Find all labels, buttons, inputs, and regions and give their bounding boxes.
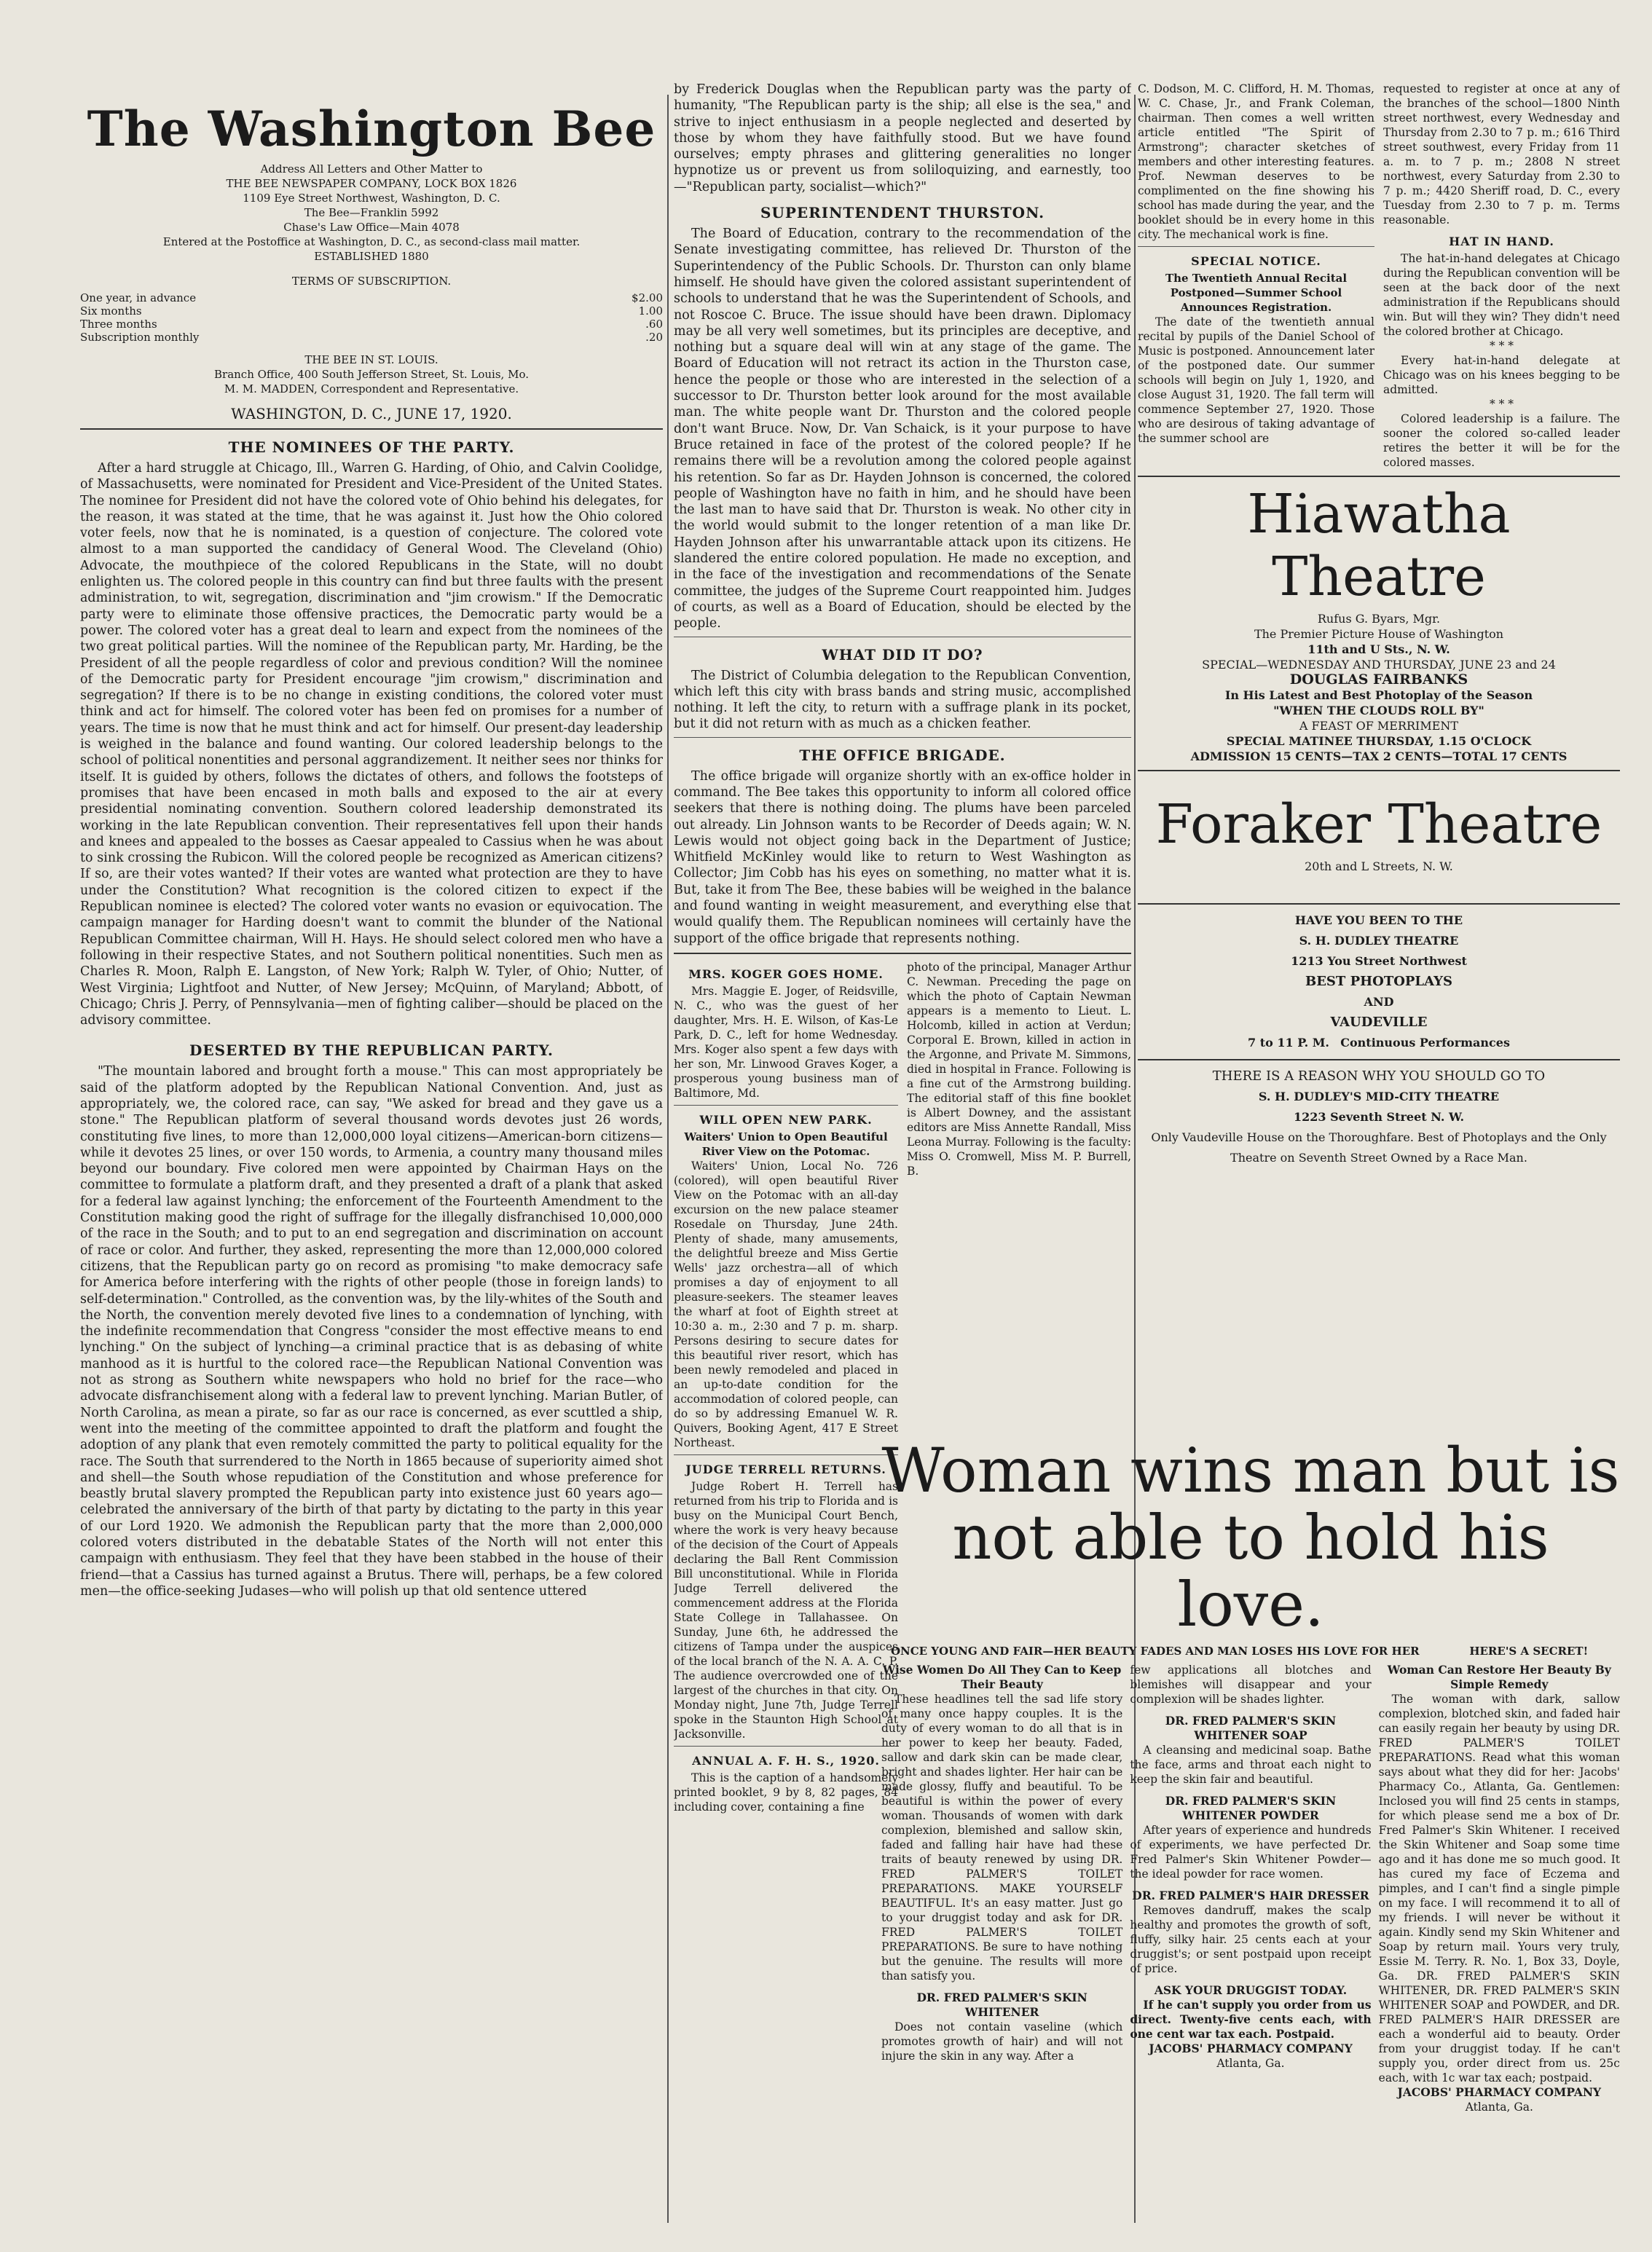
ad-hours: 7 to 11 P. M.	[1248, 1036, 1329, 1050]
palmer-col-3	[1379, 1663, 1620, 2114]
subscription-label: Subscription monthly	[80, 331, 200, 344]
ad-line: Only Vaudeville House on the Thoroughfare. Best of Photoplays and the Only Theatre on Seventh Street Owned by a Race Man.	[1151, 1130, 1607, 1165]
palmer-headline: Woman wins man but is not able to hold his love.	[881, 1435, 1620, 1640]
subscription-table	[80, 291, 663, 344]
article-text: Judge Robert H. Terrell has returned from his trip to Florida and is busy on the Municipal Court Bench, where the work is very heavy because of the decision of the Court of Appeals declaring the Ball Rent Commission Bill unconstitutional. While in Florida Judge Terrell delivered the commencement address at the Florida State College in Tallahassee. On Sunday, June 6th, he addressed the citizens of Tampa under the auspices of the local branch of the N. A. A. C. P. The audience overcrowded one of the largest of the churches in that city. On Monday night, June 7th, Judge Terrell spoke in the Staunton High School at Jacksonville.	[674, 1479, 898, 1741]
ad-line: 1213 You Street Northwest	[1291, 954, 1467, 968]
article-text: Colored leadership is a failure. The sooner the colored so-called leader retires the better it will be for the colored masses.	[1383, 412, 1620, 469]
palmer-text: A cleansing and medicinal soap. Bathe the face, arms and throat each night to keep the skin fair and beautiful.	[1130, 1744, 1372, 1786]
ad-line: "WHEN THE CLOUDS ROLL BY"	[1273, 704, 1484, 717]
publisher-line: THE BEE NEWSPAPER COMPANY, LOCK BOX 1826	[226, 177, 517, 190]
palmer-text: The woman with dark, sallow complexion, blotched skin, and faded hair can easily regain her beauty by using DR. FRED PALMER'S TOILET PREPARATIONS. Read what this woman says about what they did for her: Jacobs' Pharmacy Co., Atlanta, Ga. Gentlemen: Inclosed you will find 25 cents in stamps, for which please send me a box of Dr. Fred Palmer's Skin Whitener. I received the Skin Whitener and Soap some time ago and it has done me so much good. It has cured my face of Eczema and pimples, and I can't find a single pimple on my face. I will recommend it to all of my friends. I will never be without it again. Kindly send my Skin Whitener and Soap by return mail. Yours very truly, Essie M. Terry. R. No. 1, Box 33, Doyle, Ga. DR. FRED PALMER'S SKIN WHITENER, DR. FRED PALMER'S SKIN WHITENER SOAP and POWDER, and DR. FRED PALMER'S HAIR DRESSER are each a wonderful aid to beauty. Order from your druggist today. If he can't supply you, order direct from us. 25c each, with 1c war tax each; postpaid.	[1378, 1693, 1620, 2084]
article-text: The hat-in-hand delegates at Chicago during the Republican convention will be seen at the back door of the next administration if the Republicans should win. But will they win? They didn't need the colored brother at Chicago.	[1383, 252, 1620, 338]
palmer-company: JACOBS' PHARMACY COMPANY	[1149, 2042, 1353, 2055]
masthead: The Washington Bee	[87, 101, 656, 157]
ad-line: SPECIAL MATINEE THURSDAY, 1.15 O'CLOCK	[1226, 734, 1532, 748]
subscription-label: One year, in advance	[80, 291, 197, 304]
article-text: requested to register at once at any of the branches of the school—1800 Ninth street northwest, every Wednesday and Thursday from 2.30 to 7 p. m.; 616 Third street southwest, every Friday from 11 a. m. to 7 p. m.; 2808 N street northwest, every Saturday from 2.30 to 7 p. m.; 4420 Sheriff road, D. C., every Tuesday from 2.30 to 7 p. m. Terms reasonable.	[1383, 82, 1620, 227]
dudley-ad	[1138, 910, 1620, 1053]
palmer-company: JACOBS' PHARMACY COMPANY	[1397, 2085, 1602, 2099]
article-text: The District of Columbia delegation to the Republican Convention, which left this city with brass bands and string music, accomplished nothing. It left the city, to return with a suffrage plank in its pocket, but it did not return with as much as a chicken feather.	[674, 668, 1131, 732]
ad-hours-note: Continuous Performances	[1340, 1036, 1510, 1050]
article-title: WILL OPEN NEW PARK.	[699, 1112, 873, 1127]
ad-line: S. H. DUDLEY'S MID-CITY THEATRE	[1258, 1090, 1500, 1103]
column-rule	[667, 95, 669, 2223]
subscription-row	[80, 304, 663, 318]
article-body	[1138, 315, 1374, 446]
ad-line	[1138, 1033, 1620, 1053]
separator-stars: * * *	[1489, 339, 1514, 353]
palmer-columns	[881, 1663, 1620, 2114]
publisher-info	[80, 162, 663, 264]
ad-line: In His Latest and Best Photoplay of the Season	[1224, 688, 1533, 702]
article-title: HAT IN HAND.	[1449, 235, 1554, 248]
palmer-col-title: Wise Women Do All They Can to Keep Their Beauty	[882, 1663, 1122, 1691]
divider	[1138, 1059, 1620, 1060]
subscription-row	[80, 331, 663, 344]
palmer-text: Removes dandruff, makes the scalp healthy and promotes the growth of soft, fluffy, silky hair. 25 cents each at your druggist's; or sent postpaid upon receipt of price.	[1130, 1904, 1372, 1975]
separator-stars: * * *	[1489, 398, 1514, 411]
publisher-line: Chase's Law Office—Main 4078	[283, 221, 460, 234]
column-3	[1138, 82, 1620, 1168]
article-text: photo of the principal, Manager Arthur C. Newman. Preceding the page on which the photo of Captain Newman appears is a memento to Lieut. L. Holcomb, killed in action at Verdun; Corporal E. Brown, killed in action in the Argonne, and Private M. Simmons, died in hospital in France. Following is a fine cut of the Armstrong building. The editorial staff of this fine booklet is Albert Downey, and the assistant editors are Miss Annette Randall, Miss Leona Murray. Following is the faculty: Miss O. Cromwell, Miss M. P. Burrell, B.	[907, 960, 1131, 1178]
article-text: C. Dodson, M. C. Clifford, H. M. Thomas, W. C. Chase, Jr., and Frank Coleman, chairman. Then comes a well written article entitled "The Spirit of Armstrong"; character sketches of members and other interesting features. Prof. Newman deserves to be complimented on the fine showing his school has made during the year, and the booklet should be in every home in this city. The mechanical work is fine.	[1138, 82, 1374, 241]
subscription-row	[80, 291, 663, 304]
article-body	[80, 1063, 663, 1599]
article-body	[674, 984, 898, 1101]
article-title: THE OFFICE BRIGADE.	[799, 746, 1006, 764]
article-body	[674, 668, 1131, 733]
subscription-title: TERMS OF SUBSCRIPTION.	[291, 275, 452, 288]
palmer-subhead-row	[881, 1644, 1620, 1658]
ad-line: Rufus G. Byars, Mgr.	[1317, 612, 1441, 626]
article-title: SUPERINTENDENT THURSTON.	[760, 204, 1045, 222]
subscription-price: 1.00	[638, 304, 663, 318]
stlouis-line: Branch Office, 400 South Jefferson Street, St. Louis, Mo.	[214, 368, 529, 381]
ad-line: S. H. DUDLEY THEATRE	[1299, 934, 1459, 948]
publisher-line: ESTABLISHED 1880	[314, 250, 429, 263]
subscription-price: .60	[645, 318, 663, 331]
divider	[674, 1105, 898, 1106]
publisher-line: Entered at the Postoffice at Washington, D. C., as second-class mail matter.	[162, 235, 581, 248]
subscription-label: Three months	[80, 318, 157, 331]
article-body	[674, 1479, 898, 1741]
foraker-address: 20th and L Streets, N. W.	[1305, 859, 1453, 873]
divider	[80, 428, 663, 430]
article-body	[674, 82, 1131, 195]
sub-column-left	[674, 960, 898, 1814]
ad-line: HAVE YOU BEEN TO THE	[1294, 913, 1463, 927]
divider	[1138, 476, 1620, 477]
article-title: MRS. KOGER GOES HOME.	[688, 966, 884, 981]
article-text: The office brigade will organize shortly with an ex-office holder in command. The Bee takes this opportunity to inform all colored office seekers that there is nothing doing. The plums have been parceled out already. Lin Johnson wants to be Recorder of Deeds again; W. N. Lewis would not object going back in the Department of Justice; Whitfield McKinley would like to return to West Washington as Collector; Jim Cobb has his eyes on something, no matter what it is. But, take it from The Bee, these babies will be weighed in the balance and found wanting in weight measurement, and everything else that would qualify them. The Republican nominees will certainly have the support of the office brigade that represents nothing.	[674, 768, 1131, 946]
article-text: After a hard struggle at Chicago, Ill., Warren G. Harding, of Ohio, and Calvin Coolidge, of Massachusetts, were nominated for President and Vice-President of the United States. The nominee for President did not have the colored vote of Ohio behind his delegates, for the reason, it was stated at the time, that he was against it. Just how the Ohio colored voter feels, now that he is nominated, is a question of conjecture. The colored vote almost to a man supported the candidacy of General Wood. The Cleveland (Ohio) Advocate, the mouthpiece of the colored Republicans in the State, will no doubt enlighten us. The colored people in this country can find but three faults with the present administration, to wit, segregation, discrimination and "jim crowism." If the Democratic party were to eliminate those offensive practices, the Democratic party would be a power. The colored voter has a great deal to learn and expect from the nominees of the two great political parties. Will the nominee of the Republican party, Mr. Harding, be the President of all the people regardless of color and previous condition? Will the nominee of the Democratic party for President encourage "jim crowism," discrimination and segregation? If there is to be no change in existing conditions, the colored voter must think and act for himself. The colored voter has been fed on promises for a number of years. The time is now that he must think and act for himself. Our present-day leadership is weighed in the balance and found wanting. Our colored leadership belongs to the school of political nonentities and personal aggrandizement. It neither sees nor thinks for itself. It is guided by others, follows the dictates of others, and follows the footsteps of promises that have been encased in moth balls and exposed to the air at every presidential nominating convention. Southern colored leadership demonstrated its working in the late Republican convention. Their representatives fell upon their hands and knees and appealed to the bosses as Caesar appealed to Cassius when he was about to sink crossing the Rubicon. Will the colored people be recognized as American citizens? If so, are their votes wanted? If their votes are wanted what protection are they to have under the Constitution? What recognition is the colored citizen to expect if the Republican nominee is elected? The colored voter wants no evasion or equivocation. The campaign manager for Harding doesn't want to commit the blunder of the National Republican Committee chairman, Will H. Hays. He should select colored men who have a following in their respective States, and not Southern political nonentities. Such men as Charles R. Moon, Ralph E. Langston, of New York; Ralph W. Tyler, of Ohio; Nutter, of West Virginia; Lightfoot and Nutter, of New Jersey; McQuinn, of Maryland; Abbott, of Chicago; Chris J. Perry, of Pennsylvania—men of fighting caliber—should be placed on the advisory committee.	[80, 461, 663, 1028]
palmer-text: After years of experience and hundreds of experiments, we have perfected Dr. Fred Palmer's Skin Whitener Powder—the ideal powder for race women.	[1130, 1824, 1372, 1881]
subscription-price: .20	[645, 331, 663, 344]
article-title: DESERTED BY THE REPUBLICAN PARTY.	[189, 1042, 554, 1060]
article-title: JUDGE TERRELL RETURNS.	[685, 1462, 886, 1476]
article-subtitle: Waiters' Union to Open Beautiful River View on the Potomac.	[684, 1130, 888, 1158]
subscription-price: $2.00	[632, 291, 663, 304]
article-title: SPECIAL NOTICE.	[1191, 254, 1321, 268]
palmer-secret-title: HERE'S A SECRET!	[1469, 1645, 1589, 1658]
palmer-subhead: ONCE YOUNG AND FAIR—HER BEAUTY FADES AND MAN LOSES HIS LOVE FOR HER	[890, 1645, 1420, 1658]
article-text: Every hat-in-hand delegate at Chicago was on his knees begging to be admitted.	[1383, 354, 1620, 396]
palmer-text: few applications all blotches and blemishes will disappear and your complexion will be shades lighter.	[1130, 1664, 1372, 1706]
publisher-line: The Bee—Franklin 5992	[304, 206, 439, 219]
palmer-text: Does not contain vaseline (which promotes growth of hair) and will not injure the skin in any way. After a	[881, 2020, 1123, 2063]
article-body	[1383, 251, 1620, 470]
palmer-product-title: DR. FRED PALMER'S SKIN WHITENER	[916, 1991, 1087, 2019]
divider	[1138, 770, 1620, 771]
sub-column-right	[1383, 82, 1620, 470]
palmer-secret-sub: Woman Can Restore Her Beauty By Simple Remedy	[1387, 1663, 1611, 1691]
article-subtitle: The Twentieth Annual Recital Postponed—Summer School Announces Registration.	[1165, 272, 1348, 314]
article-title: THE NOMINEES OF THE PARTY.	[228, 438, 515, 456]
article-text: "The mountain labored and brought forth a mouse." This can most appropriately be said of the platform adopted by the Republican National Convention. And, just as appropriately, we, the colored race, can say, "We asked for bread and they gave us a stone." The Republican platform of several thousand words devotes just 26 words, constituting five lines, to more than 12,000,000 loyal citizens—American-born citizens—while it devotes 25 lines, or over 150 words, to Armenia, a country many thousand miles beyond our boundary. Five colored men were appointed by Chairman Hays on the committee to formulate a platform draft, and they presented a draft of a plank that asked for a federal law against lynching; the enforcement of the Fourteenth Amendment to the Constitution making good the right of suffrage for the illegally disfranchised 10,000,000 of the race in the South; and to put to an end segregation and discrimination on account of race or color. And further, they asked, representing the more than 12,000,000 colored citizens, that the Republican party go on record as promising "to make democracy safe for America before interfering with the rights of other people (those in foreign lands) to self-determination." Controlled, as the convention was, by the lily-whites of the South and the North, the convention merely devoted five lines to a condemnation of lynching, with the indefinite recommendation that Congress "consider the most effective means to end lynching." On the subject of lynching—a criminal practice that is as debasing of white manhood as it is hurtful to the colored race—the Republican National Convention was not as strong as Southern white newspapers who hold no brief for the race—who advocate disfranchisement along with a federal law to prevent lynching. Marian Butler, of North Carolina, as mean a pirate, so far as our race is concerned, as ever scuttled a ship, went into the meeting of the committee appointed to draft the platform and fought the adoption of any plank that even remotely committed the party to political equality for the race. The South that surrendered to the North in 1865 because of superiority aimed shot and shell—the South whose repudiation of the Constitution and whose preference for beastly brutal slavery prompted the Republican party into existence just 60 years ago—celebrated the anniversary of the birth of that party by dictating to the party in this year of our Lord 1920. We admonish the Republican party that the more than 2,000,000 colored voters distributed in the debatable States of the North will not enter this campaign with enthusiasm. They feel that they have been stabbed in the house of their friend—that a Cassius has turned against a Brutus. There will, perhaps, be a few colored men—the office-seeking Judases—who will polish up that old sentence uttered	[80, 1064, 663, 1599]
publisher-line: 1109 Eye Street Northwest, Washington, D. C.	[243, 192, 500, 205]
divider	[674, 953, 1131, 954]
article-body	[674, 226, 1131, 631]
article-title: WHAT DID IT DO?	[822, 645, 983, 664]
ad-line: AND	[1364, 995, 1394, 1009]
article-text: The Board of Education, contrary to the recommendation of the Senate investigating committee, has relieved Dr. Thurston of the Superintendency of the Public Schools. Dr. Thurston can only blame himself. He should have given the colored assistant superintendent of schools to understand that he was the Superintendent of Schools, and not Roscoe C. Bruce. The issue should have been drawn. Diplomacy may be all very well sometimes, but its principles are deceptive, and nothing but a square deal will win at any stage of the game. The Board of Education will not retract its action in the Thurston case, hence the people or those who are interested in the selection of a successor to Dr. Thurston better look around for the most available man. The white people want Dr. Thurston and the colored people don't want Bruce. Now, Dr. Van Schaick, is it your purpose to have Bruce retained in face of the protest of the colored people? If he remains there will be a revolution among the colored people against his retention. So far as Dr. Hayden Johnson is concerned, the colored people of Washington have no faith in him, and he should have been the last man to have said that Dr. Thurston is weak. No other city in the world would submit to the longer retention of a man like Dr. Hayden Johnson after his unwarrantable attack upon its citizens. He slandered the entire colored population. He made no exception, and in the face of the investigation and recommendations of the Senate committee, the judges of the Supreme Court reappointed him. Judges of courts, as well as a Board of Education, should be elected by the people.	[674, 227, 1131, 631]
palmer-city: Atlanta, Ga.	[1216, 2057, 1285, 2070]
article-body	[80, 460, 663, 1028]
stlouis-title: THE BEE IN ST. LOUIS.	[304, 353, 438, 366]
publisher-line: Address All Letters and Other Matter to	[260, 162, 483, 176]
sub-column-left	[1138, 82, 1374, 470]
article-body	[674, 1771, 898, 1814]
palmer-product-title: DR. FRED PALMER'S SKIN WHITENER SOAP	[1165, 1714, 1337, 1742]
palmer-ad	[881, 1431, 1620, 2218]
article-text: Waiters' Union, Local No. 726 (colored), will open beautiful River View on the Potomac with an all-day excursion on the new palace steamer Rosedale on Thursday, June 24th. Plenty of shade, many amusements, the delightful breeze and Miss Gertie Wells' jazz orchestra—all of which promises a day of enjoyment to all pleasure-seekers. The steamer leaves the wharf at foot of Eighth street at 10:30 a. m., 2:30 and 7 p. m. sharp. Persons desiring to secure dates for this beautiful river resort, which has been newly remodeled and placed in an up-to-date condition for the accommodation of colored people, can do so by addressing Emanuel W. R. Quivers, Booking Agent, 417 E Street Northeast.	[674, 1159, 898, 1449]
ad-line: BEST PHOTOPLAYS	[1305, 974, 1452, 989]
palmer-product-title: DR. FRED PALMER'S SKIN WHITENER POWDER	[1165, 1794, 1337, 1822]
article-body	[1383, 82, 1620, 227]
stlouis-line: M. M. MADDEN, Correspondent and Representative.	[224, 382, 519, 395]
sub-columns	[1138, 82, 1620, 470]
midcity-ad	[1138, 1066, 1620, 1168]
palmer-col-1	[881, 1663, 1122, 2114]
palmer-product-title: DR. FRED PALMER'S HAIR DRESSER	[1132, 1889, 1369, 1902]
ad-line: The Premier Picture House of Washington	[1254, 627, 1504, 641]
dateline: WASHINGTON, D. C., JUNE 17, 1920.	[231, 405, 512, 422]
article-body	[1138, 82, 1374, 242]
ad-line: 1223 Seventh Street N. W.	[1293, 1110, 1465, 1124]
ad-line: 11th and U Sts., N. W.	[1307, 642, 1450, 656]
ad-line: THERE IS A REASON WHY YOU SHOULD GO TO	[1212, 1068, 1546, 1084]
divider	[674, 1746, 898, 1747]
hiawatha-name: Hiawatha Theatre	[1247, 483, 1511, 608]
article-text: The date of the twentieth annual recital by pupils of the Daniel School of Music is postponed. Announcement later of the postponed date. Our summer schools will begin on July 1, 1920, and close August 31, 1920. The fall term will commence September 27, 1920. Those who are desirous of taking advantage of the summer school are	[1138, 315, 1374, 445]
ad-line: A FEAST OF MERRIMENT	[1299, 719, 1459, 733]
article-text: This is the caption of a handsomely printed booklet, 9 by 8, 82 pages, 84 including cover, containing a fine	[674, 1771, 898, 1814]
article-body	[674, 1159, 898, 1450]
subscription-label: Six months	[80, 304, 142, 318]
ad-line: ADMISSION 15 CENTS—TAX 2 CENTS—TOTAL 17 CENTS	[1190, 749, 1568, 763]
article-body	[907, 960, 1131, 1178]
foraker-name: Foraker Theatre	[1155, 793, 1602, 856]
ad-line: DOUGLAS FAIRBANKS	[1289, 672, 1468, 688]
hiawatha-ad	[1138, 611, 1620, 764]
divider	[674, 737, 1131, 738]
article-title: ANNUAL A. F. H. S., 1920.	[692, 1753, 880, 1768]
ad-line: SPECIAL—WEDNESDAY AND THURSDAY, JUNE 23 and 24	[1202, 658, 1556, 672]
palmer-product-title: ASK YOUR DRUGGIST TODAY.	[1154, 1983, 1348, 1997]
article-body	[674, 768, 1131, 947]
palmer-text: If he can't supply you order from us direct. Twenty-five cents each, with one cent war tax each. Postpaid.	[1130, 1998, 1372, 2041]
ad-line: VAUDEVILLE	[1330, 1015, 1428, 1030]
divider	[1138, 246, 1374, 247]
palmer-text: These headlines tell the sad life story of many once happy couples. It is the duty of every woman to do all that is in her power to keep her beauty. Faded, sallow and dark skin can be made clear, bright and shades lighter. Her hair can be made glossy, fluffy and beautiful. To be beautiful is within the power of every woman. Thousands of women with dark complexion, blemished and sallow skin, faded and falling hair have had these traits of beauty renewed by using DR. FRED PALMER'S TOILET PREPARATIONS. MAKE YOURSELF BEAUTIFUL. It's an easy matter. Just go to your druggist today and ask for DR. FRED PALMER'S TOILET PREPARATIONS. Be sure to have nothing but the genuine. The results will more than satisfy you.	[881, 1693, 1123, 1983]
article-text: Mrs. Maggie E. Joger, of Reidsville, N. C., who was the guest of her daughter, Mrs. H. E. Wilson, of Kas-Le Park, D. C., left for home Wednesday. Mrs. Koger also spent a few days with her son, Mr. Linwood Graves Koger, a prosperous young business man of Baltimore, Md.	[674, 984, 898, 1100]
divider	[1138, 903, 1620, 905]
article-text: by Frederick Douglas when the Republican party was the party of humanity, "The Republican party is the ship; all else is the sea," and strive to inject enthusiasm in a people neglected and deserted by those by whom they have faithfully stood. But we have found ourselves; empty phrases and glittering generalities no longer hypnotize us or prevent us from soliloquizing, and earnestly, too—"Republican party, socialist—which?"	[674, 82, 1131, 194]
column-1	[80, 95, 663, 1599]
subscription-row	[80, 318, 663, 331]
palmer-col-2	[1130, 1663, 1371, 2114]
palmer-city: Atlanta, Ga.	[1465, 2101, 1533, 2114]
divider	[674, 1454, 898, 1455]
